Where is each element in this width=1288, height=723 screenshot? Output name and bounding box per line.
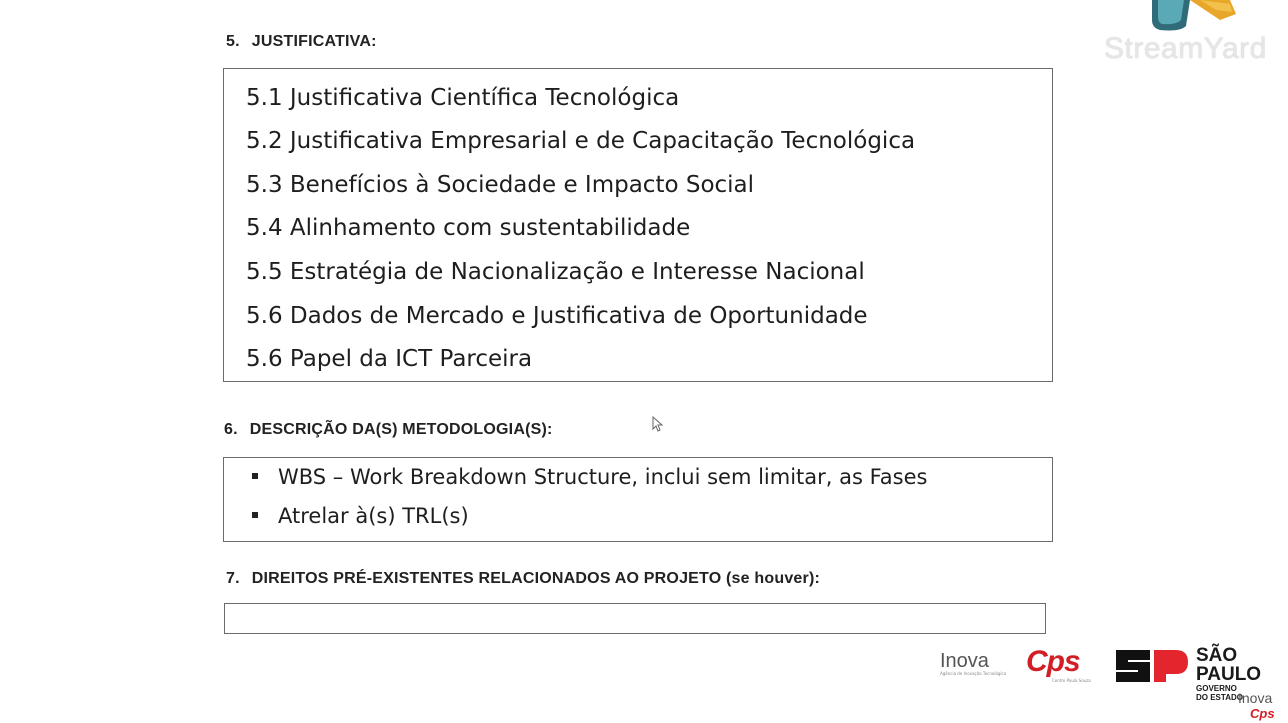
- section-7-title: DIREITOS PRÉ-EXISTENTES RELACIONADOS AO PROJETO: [251, 570, 722, 587]
- metodologia-box: [223, 457, 1053, 542]
- list-item: 5.3 Benefícios à Sociedade e Impacto Social: [246, 172, 755, 198]
- bullet-icon: [252, 473, 258, 479]
- list-item-text: WBS – Work Breakdown Structure, inclui sem limitar, as Fases: [278, 465, 928, 489]
- list-item: 5.5 Estratégia de Nacionalização e Interesse Nacional: [246, 259, 865, 285]
- cps-logo: [1026, 646, 1091, 683]
- section-7-aside: (se houver):: [726, 570, 821, 587]
- cps-mini-logo: Cps: [1250, 706, 1275, 721]
- section-5-number: 5.: [226, 33, 240, 50]
- sp-line-3: GOVERNO: [1196, 684, 1237, 693]
- list-item: [252, 503, 469, 529]
- section-7-heading: [226, 570, 820, 588]
- list-item: [252, 464, 927, 490]
- section-5-title: JUSTIFICATIVA:: [251, 33, 377, 50]
- inova-mini-logo: Inova: [1238, 690, 1273, 706]
- direitos-field[interactable]: [224, 603, 1046, 634]
- justificativa-box: [223, 68, 1053, 382]
- sp-line-1: SÃO: [1196, 645, 1238, 666]
- list-item: 5.2 Justificativa Empresarial e de Capacitação Tecnológica: [246, 128, 916, 154]
- inova-subtitle: Agência de Inovação Tecnológica: [940, 671, 1007, 676]
- list-item: 5.6 Dados de Mercado e Justificativa de Oportunidade: [246, 303, 868, 329]
- section-6-title: DESCRIÇÃO DA(S) METODOLOGIA(S):: [249, 421, 553, 438]
- section-6-heading: [224, 421, 553, 439]
- sp-line-2: PAULO: [1196, 664, 1262, 685]
- cps-subtitle: Centro Paula Souza: [1052, 678, 1091, 683]
- list-item: 5.1 Justificativa Científica Tecnológica: [246, 85, 680, 111]
- inova-wordmark: Inova: [940, 650, 989, 672]
- list-item: 5.6 Papel da ICT Parceira: [246, 346, 533, 372]
- section-7-number: 7.: [226, 570, 240, 587]
- section-5-heading: [226, 33, 377, 51]
- bullet-icon: [252, 512, 258, 518]
- cps-wordmark: Cps: [1026, 645, 1080, 678]
- list-item: 5.4 Alinhamento com sustentabilidade: [246, 215, 691, 241]
- sp-line-4: DO ESTADO: [1196, 693, 1243, 702]
- streamyard-watermark: StreamYard: [1104, 32, 1267, 65]
- section-6-number: 6.: [224, 421, 238, 438]
- list-item-text: Atrelar à(s) TRL(s): [278, 504, 469, 528]
- sp-emblem-icon: [1114, 648, 1190, 688]
- inova-logo: [940, 650, 1006, 676]
